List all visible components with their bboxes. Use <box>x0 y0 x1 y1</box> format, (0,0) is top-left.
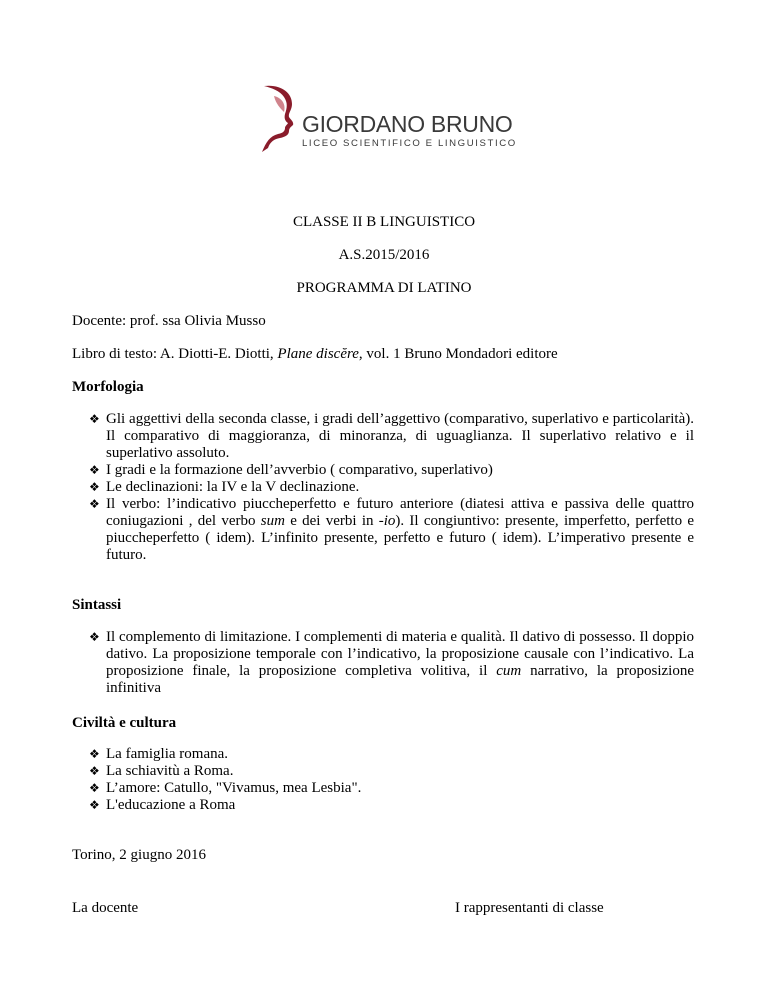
list-item-text: Le declinazioni: la IV e la V declinazione. <box>106 479 360 495</box>
program-title: PROGRAMMA DI LATINO <box>296 280 472 296</box>
sintassi-list <box>89 629 694 697</box>
list-item-text: I gradi e la formazione dell’avverbio ( comparativo, superlativo) <box>106 462 493 478</box>
list-item-text: narrativo, la proposizione infinitiva <box>106 663 694 696</box>
signature-teacher: La docente <box>72 900 139 916</box>
list-item-text: e dei verbi in - <box>284 513 384 529</box>
list-item-text: La famiglia romana. <box>106 746 229 762</box>
section-heading-sintassi: Sintassi <box>72 597 122 613</box>
diamond-bullet-icon: ❖ <box>89 412 100 426</box>
textbook-title: Plane discĕre <box>277 346 359 362</box>
diamond-bullet-icon: ❖ <box>89 480 100 494</box>
list-item-text: ). Il congiuntivo: presente, imperfetto, perfetto e piuccheperfetto ( idem). L’infinito presente, perfetto e futuro ( idem). L’imperativo presente e futuro. <box>106 513 694 563</box>
list-item-text: L’amore: Catullo, "Vivamus, mea Lesbia". <box>106 780 362 796</box>
list-item <box>89 462 694 479</box>
diamond-bullet-icon: ❖ <box>89 630 100 644</box>
logo-subtitle: LICEO SCIENTIFICO E LINGUISTICO <box>302 138 517 149</box>
section-heading-civilta: Civiltà e cultura <box>72 715 177 731</box>
list-item-text: Il verbo: l’indicativo piuccheperfetto e futuro anteriore (diatesi attiva e passiva delle quattro coniugazioni , del verbo <box>106 496 694 529</box>
diamond-bullet-icon: ❖ <box>89 497 100 511</box>
list-item <box>89 763 694 780</box>
emphasis: io <box>383 513 396 529</box>
textbook-line <box>72 345 558 363</box>
list-item-text: L'educazione a Roma <box>106 797 236 813</box>
signature-representatives: I rappresentanti di classe <box>455 900 604 916</box>
list-item-text: Il complemento di limitazione. I complementi di materia e qualità. Il dativo di possesso. Il doppio dativo. La proposizione temporale con l’indicativo, la proposizione causale con l’indicativo. La proposizione finale, la proposizione completiva volitiva, il <box>106 629 694 679</box>
diamond-bullet-icon: ❖ <box>89 781 100 795</box>
list-item <box>89 496 694 564</box>
diamond-bullet-icon: ❖ <box>89 747 100 761</box>
emphasis: sum <box>260 513 285 529</box>
list-item <box>89 780 694 797</box>
emphasis: cum <box>496 663 522 679</box>
list-item <box>89 629 694 697</box>
list-item-text: Gli aggettivi della seconda classe, i gradi dell’aggettivo (comparativo, superlativo e particolarità). Il comparativo di maggioranza, di minoranza, di uguaglianza. Il superlativo relativo e il superlativo assoluto. <box>106 411 694 461</box>
section-heading-morfologia: Morfologia <box>72 379 144 395</box>
class-title: CLASSE II B LINGUISTICO <box>292 214 476 230</box>
logo-name: GIORDANO BRUNO <box>302 111 513 137</box>
date-line: Torino, 2 giugno 2016 <box>72 847 206 863</box>
diamond-bullet-icon: ❖ <box>89 798 100 812</box>
list-item <box>89 746 694 763</box>
school-logo <box>258 82 518 154</box>
textbook-prefix: Libro di testo: A. Diotti-E. Diotti, <box>72 346 278 362</box>
textbook-suffix: , vol. 1 Bruno Mondadori editore <box>358 346 558 362</box>
profile-logo-icon <box>258 82 304 154</box>
list-item <box>89 797 694 814</box>
civilta-list <box>89 746 694 814</box>
diamond-bullet-icon: ❖ <box>89 463 100 477</box>
morfologia-list <box>89 411 694 564</box>
list-item <box>89 479 694 496</box>
teacher-line: Docente: prof. ssa Olivia Musso <box>72 313 266 329</box>
diamond-bullet-icon: ❖ <box>89 764 100 778</box>
school-year: A.S.2015/2016 <box>338 247 430 263</box>
list-item <box>89 411 694 462</box>
list-item-text: La schiavitù a Roma. <box>106 763 234 779</box>
